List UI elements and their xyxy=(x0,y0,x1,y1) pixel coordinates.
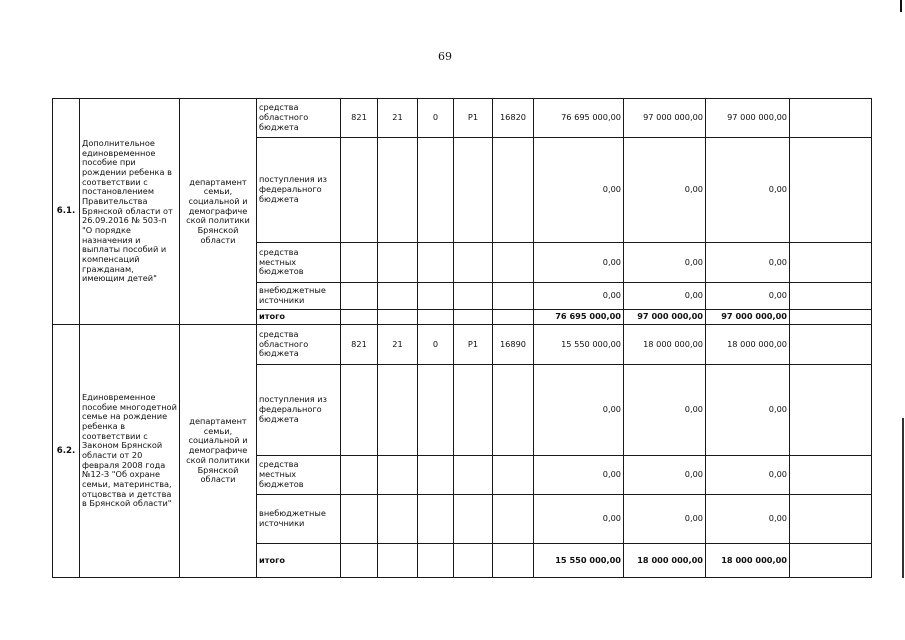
empty-cell xyxy=(493,283,534,310)
empty-cell xyxy=(790,365,872,456)
empty-cell xyxy=(790,495,872,544)
code-grbs: 821 xyxy=(341,99,378,138)
code-rz: 21 xyxy=(378,99,418,138)
code-pr: 0 xyxy=(418,99,454,138)
empty-cell xyxy=(378,456,418,495)
empty-cell xyxy=(341,243,378,283)
total-year-2: 18 000 000,00 xyxy=(624,544,706,578)
amount-year-2: 97 000 000,00 xyxy=(624,99,706,138)
page-number: 69 xyxy=(438,50,452,63)
empty-cell xyxy=(493,138,534,243)
code-pr: 0 xyxy=(418,325,454,365)
empty-cell xyxy=(418,283,454,310)
empty-cell xyxy=(454,365,493,456)
amount-year-3: 18 000 000,00 xyxy=(706,325,790,365)
empty-cell xyxy=(378,495,418,544)
code-vr: 16890 xyxy=(493,325,534,365)
empty-cell xyxy=(493,456,534,495)
empty-cell xyxy=(418,243,454,283)
empty-cell xyxy=(341,495,378,544)
empty-cell xyxy=(493,495,534,544)
amount-year-3: 0,00 xyxy=(706,365,790,456)
budget-table xyxy=(52,98,872,578)
empty-cell xyxy=(378,544,418,578)
amount-year-3: 0,00 xyxy=(706,138,790,243)
funding-source: средства областного бюджета xyxy=(257,99,341,138)
funding-source: внебюджетные источники xyxy=(257,283,341,310)
funding-source: поступления из федерального бюджета xyxy=(257,138,341,243)
empty-cell xyxy=(493,544,534,578)
empty-cell xyxy=(790,544,872,578)
amount-year-1: 0,00 xyxy=(534,365,624,456)
empty-cell xyxy=(341,310,378,325)
amount-year-2: 0,00 xyxy=(624,456,706,495)
empty-cell xyxy=(790,138,872,243)
total-year-1: 15 550 000,00 xyxy=(534,544,624,578)
responsible-department: департамент семьи, социальной и демографиче ской политики Брянской области xyxy=(180,325,257,578)
funding-source: средства местных бюджетов xyxy=(257,456,341,495)
empty-cell xyxy=(790,310,872,325)
empty-cell xyxy=(790,283,872,310)
total-year-3: 97 000 000,00 xyxy=(706,310,790,325)
table-row xyxy=(53,99,872,138)
empty-cell xyxy=(493,310,534,325)
empty-cell xyxy=(493,365,534,456)
funding-source: внебюджетные источники xyxy=(257,495,341,544)
empty-cell xyxy=(454,495,493,544)
amount-year-3: 0,00 xyxy=(706,495,790,544)
amount-year-2: 0,00 xyxy=(624,138,706,243)
measure-description: Единовременное пособие многодетной семье на рождение ребенка в соответствии с Законом Брянской области от 20 февраля 2008 года №12-З "Об охране семьи, материнства, отцовства и детства в Брянской области" xyxy=(80,325,180,578)
amount-year-2: 0,00 xyxy=(624,495,706,544)
amount-year-3: 0,00 xyxy=(706,243,790,283)
empty-cell xyxy=(378,138,418,243)
amount-year-1: 76 695 000,00 xyxy=(534,99,624,138)
empty-cell xyxy=(341,283,378,310)
empty-cell xyxy=(378,310,418,325)
empty-cell xyxy=(341,456,378,495)
amount-year-2: 0,00 xyxy=(624,365,706,456)
empty-cell xyxy=(378,283,418,310)
amount-year-2: 18 000 000,00 xyxy=(624,325,706,365)
empty-cell xyxy=(454,310,493,325)
empty-cell xyxy=(454,283,493,310)
amount-year-2: 0,00 xyxy=(624,243,706,283)
empty-cell xyxy=(418,138,454,243)
table-row xyxy=(53,325,872,365)
empty-cell xyxy=(341,365,378,456)
amount-year-3: 97 000 000,00 xyxy=(706,99,790,138)
empty-cell xyxy=(790,325,872,365)
scan-edge-mark xyxy=(900,0,902,12)
funding-source: средства областного бюджета xyxy=(257,325,341,365)
amount-year-3: 0,00 xyxy=(706,456,790,495)
amount-year-3: 0,00 xyxy=(706,283,790,310)
funding-source: средства местных бюджетов xyxy=(257,243,341,283)
empty-cell xyxy=(454,544,493,578)
empty-cell xyxy=(418,456,454,495)
empty-cell xyxy=(454,138,493,243)
empty-cell xyxy=(378,365,418,456)
amount-year-1: 0,00 xyxy=(534,138,624,243)
total-label: итого xyxy=(257,544,341,578)
code-vr: 16820 xyxy=(493,99,534,138)
total-year-2: 97 000 000,00 xyxy=(624,310,706,325)
amount-year-1: 0,00 xyxy=(534,243,624,283)
empty-cell xyxy=(378,243,418,283)
empty-cell xyxy=(790,456,872,495)
empty-cell xyxy=(454,456,493,495)
row-number: 6.2. xyxy=(53,325,80,578)
empty-cell xyxy=(454,243,493,283)
code-cs: Р1 xyxy=(454,99,493,138)
empty-cell xyxy=(493,243,534,283)
amount-year-1: 0,00 xyxy=(534,283,624,310)
code-cs: Р1 xyxy=(454,325,493,365)
amount-year-1: 15 550 000,00 xyxy=(534,325,624,365)
empty-cell xyxy=(418,544,454,578)
empty-cell xyxy=(418,495,454,544)
code-rz: 21 xyxy=(378,325,418,365)
empty-cell xyxy=(418,310,454,325)
measure-description: Дополнительное единовременное пособие при рождении ребенка в соответствии с постановлением Правительства Брянской области от 26.09.2016 № 503-п "О порядке назначения и выплаты пособий и компенсаций гражданам, имеющим детей" xyxy=(80,99,180,325)
empty-cell xyxy=(341,138,378,243)
amount-year-1: 0,00 xyxy=(534,495,624,544)
empty-cell xyxy=(341,544,378,578)
responsible-department: департамент семьи, социальной и демографиче ской политики Брянской области xyxy=(180,99,257,325)
funding-source: поступления из федерального бюджета xyxy=(257,365,341,456)
total-year-1: 76 695 000,00 xyxy=(534,310,624,325)
row-number: 6.1. xyxy=(53,99,80,325)
total-year-3: 18 000 000,00 xyxy=(706,544,790,578)
empty-cell xyxy=(418,365,454,456)
total-label: итого xyxy=(257,310,341,325)
amount-year-1: 0,00 xyxy=(534,456,624,495)
empty-cell xyxy=(790,243,872,283)
empty-cell xyxy=(790,99,872,138)
scan-edge-mark xyxy=(902,418,904,578)
amount-year-2: 0,00 xyxy=(624,283,706,310)
code-grbs: 821 xyxy=(341,325,378,365)
